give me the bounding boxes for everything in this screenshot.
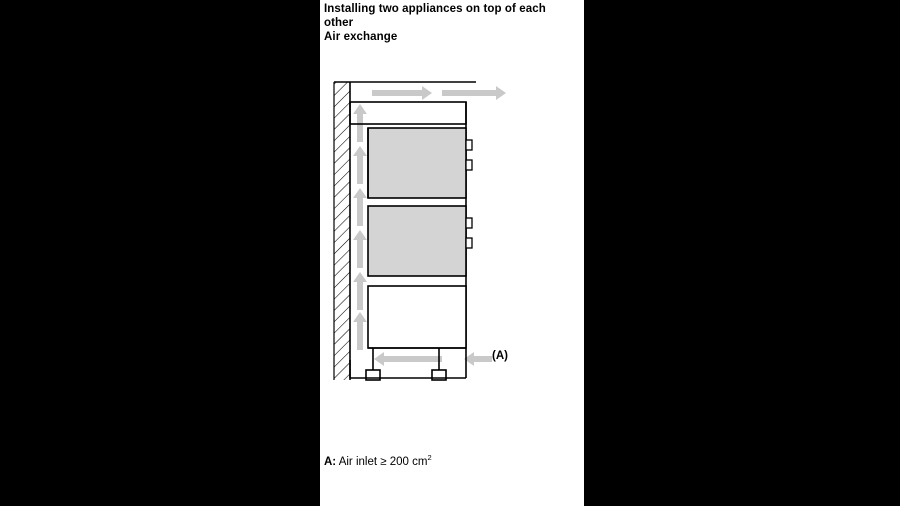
upper-appliance-bracket — [466, 160, 472, 170]
rise-arrow-1 — [353, 312, 367, 350]
wall-hatching — [334, 82, 350, 380]
rise-arrow-6 — [353, 104, 367, 142]
rise-arrow-3 — [353, 230, 367, 268]
page-title-line1: Installing two appliances on top of each — [324, 3, 546, 15]
inlet-arrow — [464, 352, 492, 366]
rise-arrow-2 — [353, 272, 367, 310]
callout-label-a: (A) — [492, 350, 508, 362]
upper-appliance-handle — [466, 140, 472, 150]
page-title-line2: other — [324, 17, 354, 29]
caption-superscript: 2 — [427, 453, 432, 462]
top-outlet-arrow-1 — [372, 86, 432, 100]
rise-arrow-4 — [353, 188, 367, 226]
page-title — [324, 2, 576, 44]
top-outlet-arrow-2 — [442, 86, 506, 100]
figure-caption — [324, 450, 576, 470]
caption-text: Air inlet ≥ 200 cm — [336, 455, 428, 468]
lower-appliance-handle — [466, 218, 472, 228]
page-subtitle: Air exchange — [324, 31, 398, 43]
document-page — [320, 0, 584, 506]
lower-appliance — [368, 206, 472, 276]
upper-appliance — [368, 128, 472, 198]
diagram-svg — [324, 60, 580, 400]
rise-arrow-5 — [353, 146, 367, 184]
air-exchange-diagram — [324, 60, 580, 400]
caption-prefix: A: — [324, 455, 337, 468]
base-cabinet — [368, 286, 466, 348]
cabinet-feet — [350, 348, 446, 380]
lower-appliance-bracket — [466, 238, 472, 248]
bottom-flow-arrow — [374, 352, 442, 366]
